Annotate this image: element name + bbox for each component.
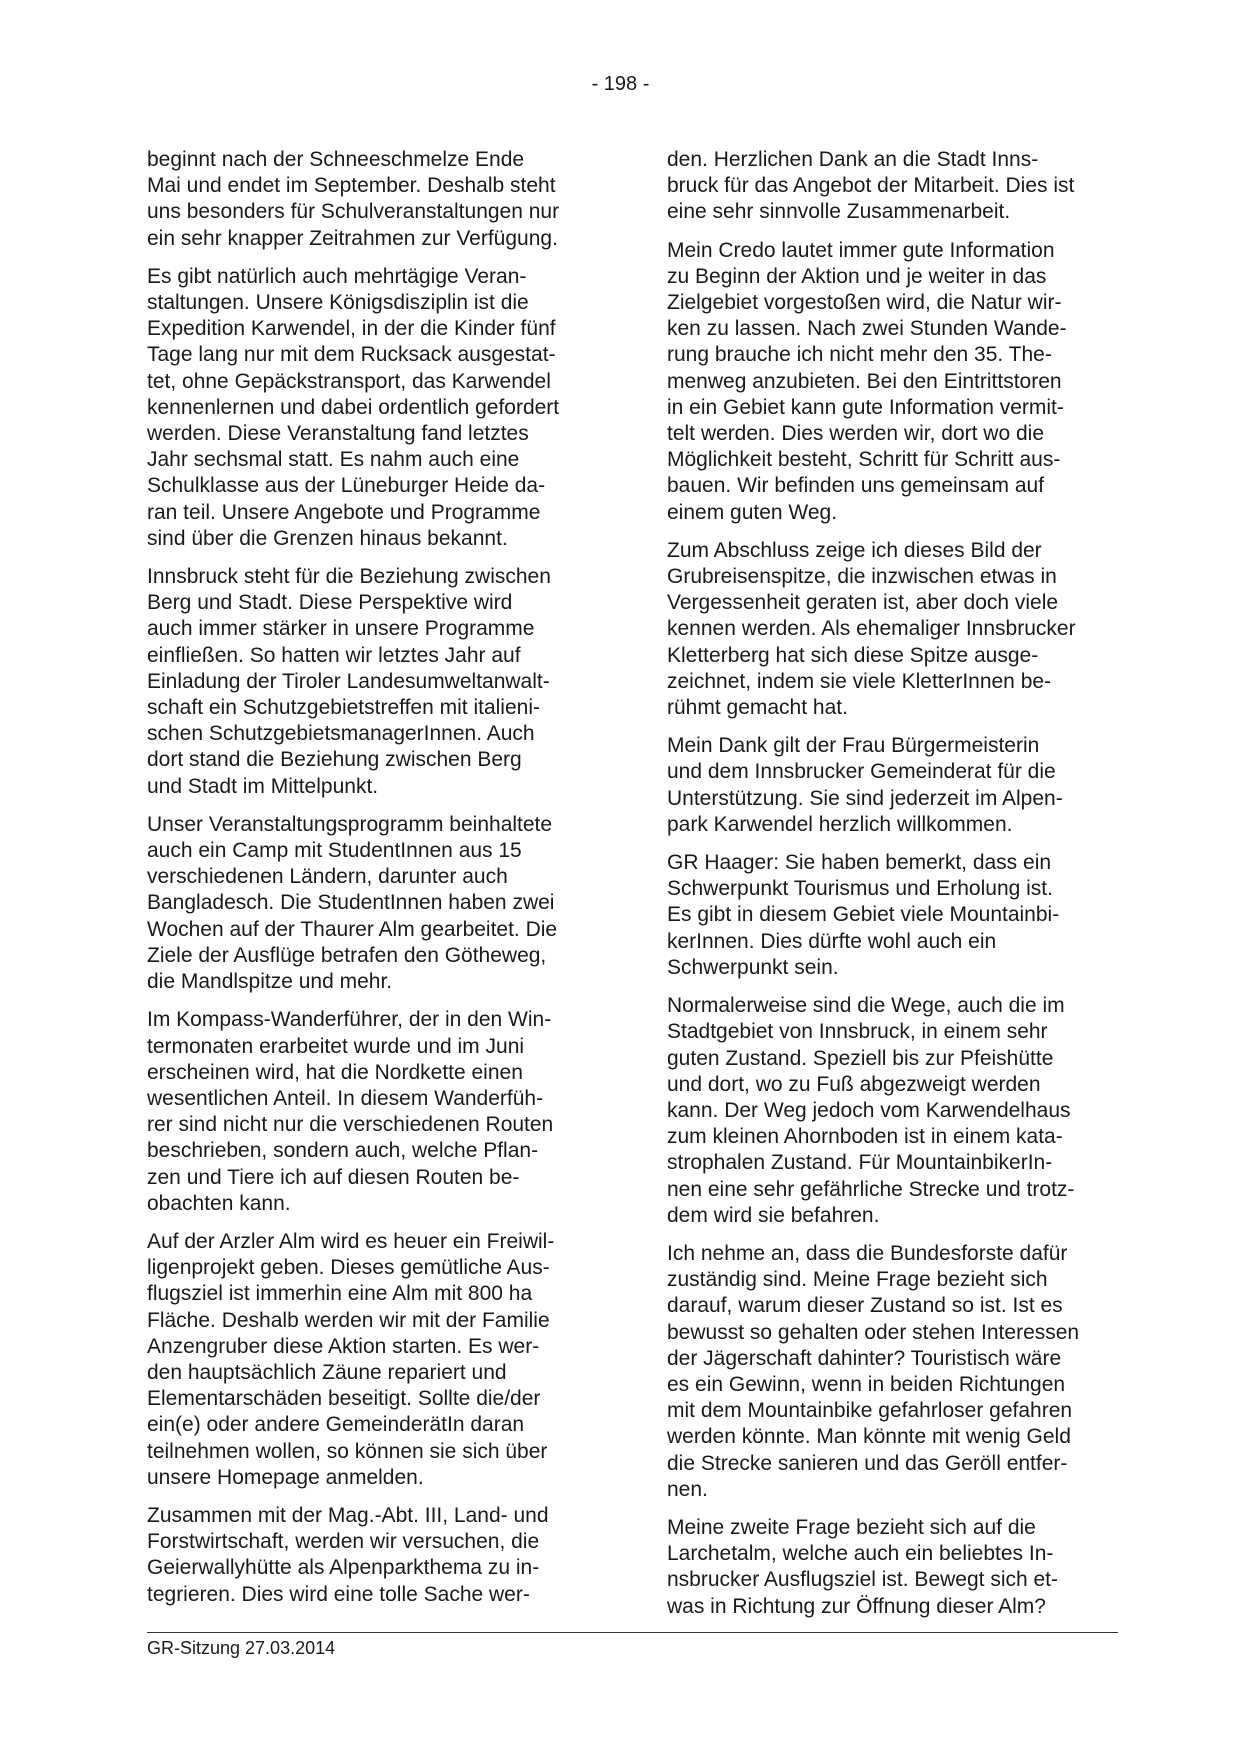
paragraph: GR Haager: Sie haben bemerkt, dass ein Schwerpunkt Tourismus und Erholung ist. Es gibt in diesem Gebiet viele Mountainbi- kerInnen. Dies dürfte wohl auch ein Schwerpunkt sein.: [667, 851, 1060, 979]
paragraph: Ich nehme an, dass die Bundesforste dafür zuständig sind. Meine Frage bezieht sich darauf, warum dieser Zustand so ist. Ist es bewusst so gehalten oder stehen Interessen der Jägerschaft dahinter? Touristisch wäre es ein Gewinn, wenn in beiden Richtungen mit dem Mountainbike gefahrloser gefahren werden könnte. Man könnte mit wenig Geld die Strecke sanieren und das Geröll entfer- nen.: [667, 1241, 1080, 1501]
footer-session-date: GR-Sitzung 27.03.2014: [147, 1638, 336, 1658]
page-number: - 198 -: [591, 73, 650, 95]
paragraph: Im Kompass-Wanderführer, der in den Win- termonaten erarbeitet wurde und im Juni erscheinen wird, hat die Nordkette einen wesentlichen Anteil. In diesem Wanderfüh- rer sind nicht nur die verschiedenen Routen beschrieben, sondern auch, welche Pflan- zen und Tiere ich auf diesen Routen be- obachten kann.: [147, 1008, 554, 1215]
paragraph: Zum Abschluss zeige ich dieses Bild der Grubreisenspitze, die inzwischen etwas in Vergessenheit geraten ist, aber doch viele kennen werden. Als ehemaliger Innsbrucker Kletterberg hat sich diese Spitze ausge- zeichnet, indem sie viele KletterInnen be- rühmt gemacht hat.: [667, 538, 1076, 720]
left-column: [147, 147, 607, 1620]
right-column: [667, 147, 1127, 1632]
paragraph: Normalerweise sind die Wege, auch die im Stadtgebiet von Innsbruck, in einem sehr guten Zustand. Speziell bis zur Pfeishütte und dort, wo zu Fuß abgezweigt werden kann. Der Weg jedoch vom Karwendelhaus zum kleinen Ahornboden ist in einem kata- strophalen Zustand. Für MountainbikerIn- nen eine sehr gefährliche Strecke und trotz- dem wird sie befahren.: [667, 994, 1075, 1227]
paragraph: Auf der Arzler Alm wird es heuer ein Freiwil- ligenprojekt geben. Dieses gemütliche Aus- flugsziel ist immerhin eine Alm mit 800 ha Fläche. Deshalb werden wir mit der Familie Anzengruber diese Aktion starten. Es wer- den hauptsächlich Zäune repariert und Elementarschäden beseitigt. Sollte die/der ein(e) oder andere GemeinderätIn daran teilnehmen wollen, so können sie sich über unsere Homepage anmelden.: [147, 1229, 555, 1489]
paragraph: Es gibt natürlich auch mehrtägige Veran- staltungen. Unsere Königsdisziplin ist die Expedition Karwendel, in der die Kinder fünf Tage lang nur mit dem Rucksack ausgestat- tet, ohne Gepäckstransport, das Karwendel kennenlernen und dabei ordentlich gefordert werden. Diese Veranstaltung fand letztes Jahr sechsmal statt. Es nahm auch eine Schulklasse aus der Lüneburger Heide da- ran teil. Unsere Angebote und Programme sind über die Grenzen hinaus bekannt.: [147, 264, 560, 550]
footer-divider: [147, 1632, 1118, 1633]
paragraph: Innsbruck steht für die Beziehung zwischen Berg und Stadt. Diese Perspektive wird auch immer stärker in unsere Programme einfließen. So hatten wir letztes Jahr auf Einladung der Tiroler Landesumweltanwalt- schaft ein Schutzgebietstreffen mit italieni- schen SchutzgebietsmanagerInnen. Auch dort stand die Beziehung zwischen Berg und Stadt im Mittelpunkt.: [147, 565, 551, 798]
paragraph: beginnt nach der Schneeschmelze Ende Mai und endet im September. Deshalb steht uns besonders für Schulveranstaltungen nur ein sehr knapper Zeitrahmen zur Verfügung.: [147, 148, 560, 250]
paragraph: Zusammen mit der Mag.-Abt. III, Land- und Forstwirtschaft, werden wir versuchen, die Geierwallyhütte als Alpenparkthema zu in- tegrieren. Dies wird eine tolle Sache wer-: [147, 1503, 549, 1606]
paragraph: Unser Veranstaltungsprogramm beinhaltete auch ein Camp mit StudentInnen aus 15 verschiedenen Ländern, darunter auch Bangladesch. Die StudentInnen haben zwei Wochen auf der Thaurer Alm gearbeitet. Die Ziele der Ausflüge betrafen den Götheweg, die Mandlspitze und mehr.: [147, 812, 558, 994]
paragraph: Meine zweite Frage bezieht sich auf die Larchetalm, welche auch ein beliebtes In- nsbrucker Ausflugsziel ist. Bewegt sich et- was in Richtung zur Öffnung dieser Alm?: [667, 1515, 1059, 1618]
paragraph: Mein Credo lautet immer gute Information zu Beginn der Aktion und je weiter in das Zielgebiet vorgestoßen wird, die Natur wir- ken zu lassen. Nach zwei Stunden Wande- rung brauche ich nicht mehr den 35. The- menweg anzubieten. Bei den Eintrittstoren in ein Gebiet kann gute Information vermit- telt werden. Dies werden wir, dort wo die Möglichkeit besteht, Schritt für Schritt aus- bauen. Wir befinden uns gemeinsam auf einem guten Weg.: [667, 238, 1067, 524]
paragraph: den. Herzlichen Dank an die Stadt Inns- bruck für das Angebot der Mitarbeit. Dies ist eine sehr sinnvolle Zusammenarbeit.: [667, 148, 1075, 224]
paragraph: Mein Dank gilt der Frau Bürgermeisterin und dem Innsbrucker Gemeinderat für die Unterstützung. Sie sind jederzeit im Alpen- park Karwendel herzlich willkommen.: [667, 734, 1063, 836]
